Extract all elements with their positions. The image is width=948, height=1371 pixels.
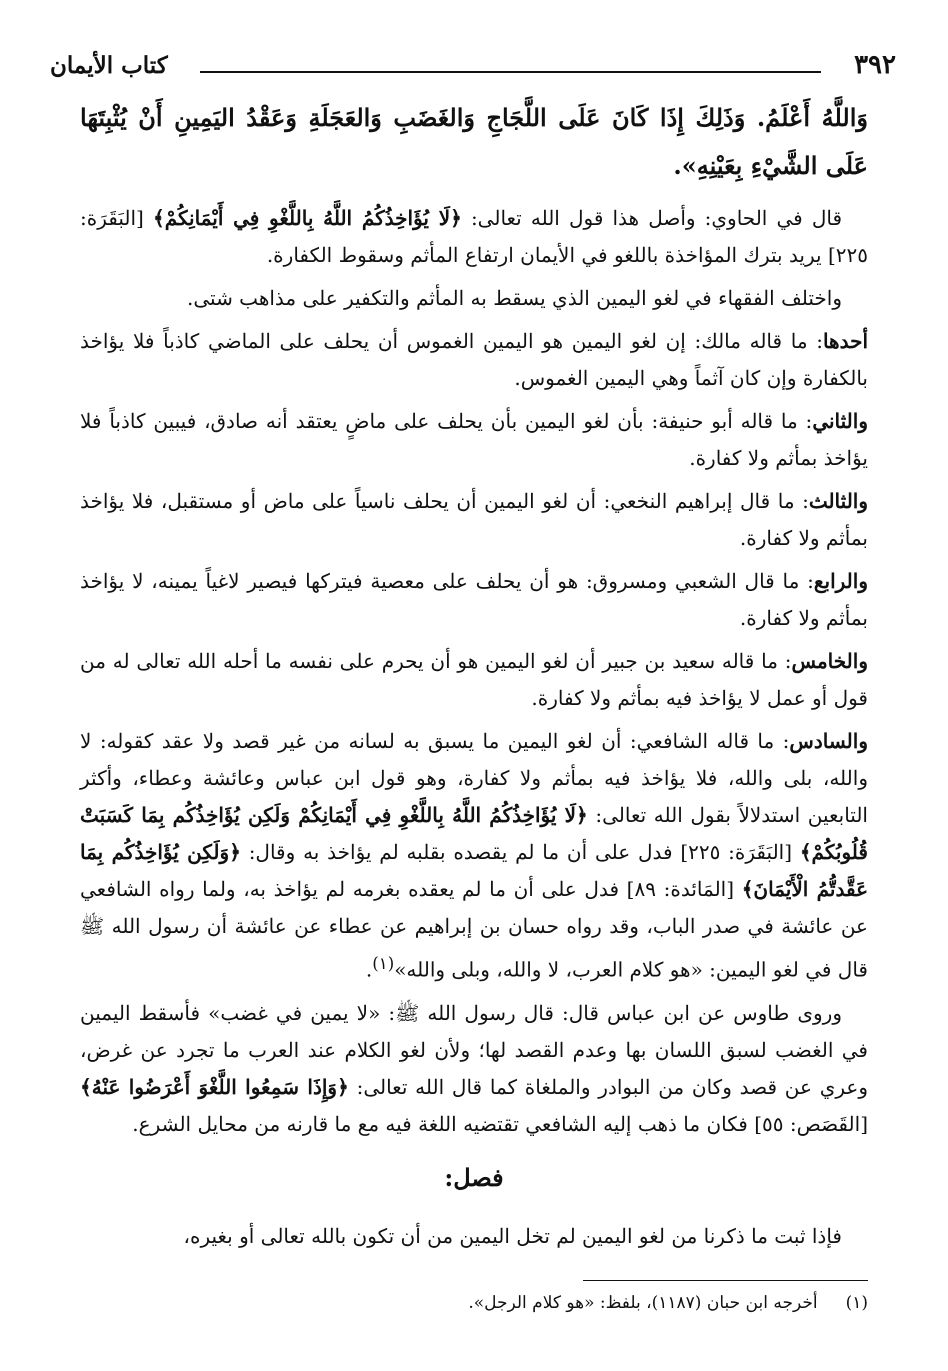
quran-verse: ﴿لَا يُؤَاخِذُكُمُ اللَّهُ بِاللَّغْوِ فِي أَيْمَانِكُمْ﴾ (152, 206, 462, 230)
opinion-text: : ما قال الشعبي ومسروق: هو أن يحلف على معصية فيتركها فيصير لاغياً يمينه، لا يؤاخذ بمأثم ولا كفارة. (80, 569, 868, 630)
sixth-text-4: . (365, 957, 373, 982)
quran-verse: ﴿لَا يُؤَاخِذُكُمُ اللَّهُ بِاللَّغْوِ فِي أَيْمَانِكُمْ وَلَكِن يُؤَاخِذُكُم بِمَا كَسَبَتْ قُلُوبُكُمْ﴾ (80, 803, 868, 864)
opinion-lead: والسادس (789, 729, 868, 753)
intro-text-after: [البَقَرَة: ٢٢٥] يريد بترك المؤاخذة باللغو في الأيمان ارتفاع المأثم وسقوط الكفارة. (80, 206, 868, 267)
opinion-text: : ما قاله مالك: إن لغو اليمين هو اليمين الغموس أن يحلف على الماضي كاذباً فلا يؤاخذ بالكفارة وإن كان آثماً وهي اليمين الغموس. (80, 329, 868, 390)
opinion-lead: والخامس (791, 649, 868, 673)
footnote-text: أخرجه ابن حبان (١١٨٧)، بلفظ: «هو كلام الرجل». (468, 1293, 818, 1313)
page-header (50, 50, 896, 90)
sixth-text-2: [البَقَرَة: ٢٢٥] فدل على أن ما لم يقصده بقلبه لم يؤاخذ به وقال: (240, 840, 800, 864)
footnote (468, 1293, 868, 1313)
opinion-paragraph (80, 403, 868, 477)
disagreement-paragraph: واختلف الفقهاء في لغو اليمين الذي يسقط به المأثم والتكفير على مذاهب شتى. (187, 286, 842, 310)
opinion-lead: والرابع (813, 569, 868, 593)
hadith-text: وَاللَّهُ أَعْلَمُ. وَذَلِكَ إِذَا كَانَ عَلَى اللَّجَاجِ وَالغَضَبِ وَالعَجَلَةِ وَعَقْدُ اليَمِينِ أَنْ يُثْبِتَهَا عَلَى الشَّيْءِ بِعَيْنِهِ». (80, 103, 868, 180)
header-rule (200, 71, 821, 73)
footnote-number: (١) (845, 1293, 868, 1313)
footnote-marker: (١) (372, 954, 395, 973)
book-title: كتاب الأيمان (50, 52, 168, 79)
sixth-opinion-paragraph (80, 723, 868, 989)
opinion-paragraph (80, 323, 868, 397)
sixth-text-3: [المَائدة: ٨٩] فدل على أن ما لم يعقده بغرمه لم يؤاخذ به، ولما رواه الشافعي عن عائشة في صدر الباب، وقد رواه حسان بن إبراهيم عن عطاء عن عائشة أن رسول الله ﷺ قال في لغو اليمين: «هو كلام العرب، لا والله، وبلى والله» (80, 877, 868, 982)
opinion-text: : ما قاله أبو حنيفة: بأن لغو اليمين بأن يحلف على ماضٍ يعتقد أنه صادق، فيبين كاذباً فلا يؤاخذ بمأثم ولا كفارة. (80, 409, 868, 470)
opinion-text: : ما قال إبراهيم النخعي: أن لغو اليمين أن يحلف ناسياً على ماض أو مستقبل، فلا يؤاخذ بمأثم ولا كفارة. (80, 489, 868, 550)
quran-verse: ﴿وَإِذَا سَمِعُوا اللَّغْوَ أَعْرَضُوا عَنْهُ﴾ (80, 1074, 349, 1099)
footnote-rule (583, 1280, 868, 1281)
sixth-text-1: : ما قاله الشافعي: أن لغو اليمين ما يسبق به لسانه من غير قصد ولا عقد كقوله: لا والله، بلى والله، فلا يؤاخذ فيه بمأثم ولا كفارة، وهو قول ابن عباس وعائشة وعطاء، وأكثر التابعين استدلالاً بقول الله تعالى: (80, 729, 868, 827)
tawus-paragraph (80, 995, 868, 1143)
opinion-paragraph (80, 483, 868, 557)
intro-paragraph (80, 200, 868, 274)
tawus-text-2: [القَصَص: ٥٥] فكان ما ذهب إليه الشافعي تقتضيه اللغة فيه مع ما قارنه من محايل الشرع. (132, 1111, 868, 1136)
section-text: فإذا ثبت ما ذكرنا من لغو اليمين لم تخل اليمين من أن تكون بالله تعالى أو بغيره، (183, 1224, 842, 1248)
opinion-paragraph (80, 643, 868, 717)
main-text (80, 94, 868, 1149)
quran-verse: ﴿وَلَكِن يُؤَاخِذُكُم بِمَا عَقَّدتُّمُ الْأَيْمَانَ﴾ (80, 840, 868, 901)
section-heading: فصل: (444, 1163, 504, 1192)
page-number: ٣٩٢ (854, 50, 896, 80)
opinion-lead: والثاني (812, 409, 868, 433)
opinion-lead: أحدها (822, 329, 868, 353)
opinion-paragraph (80, 563, 868, 637)
opinion-text: : ما قاله سعيد بن جبير أن لغو اليمين هو أن يحرم على نفسه ما أحله الله تعالى له من قول أو عمل لا يؤاخذ فيه بمأثم ولا كفارة. (80, 649, 868, 710)
tawus-text-1: وروى طاوس عن ابن عباس قال: قال رسول الله ﷺ: «لا يمين في غضب» فأسقط اليمين في الغضب لسبق اللسان بها وعدم القصد لها؛ ولأن لغو الكلام عند العرب ما تجرد عن غرض، وعري عن قصد وكان من البوادر والملغاة كما قال الله تعالى: (80, 1000, 868, 1099)
intro-text-before: قال في الحاوي: وأصل هذا قول الله تعالى: (461, 206, 843, 230)
opinion-lead: والثالث (808, 489, 868, 513)
